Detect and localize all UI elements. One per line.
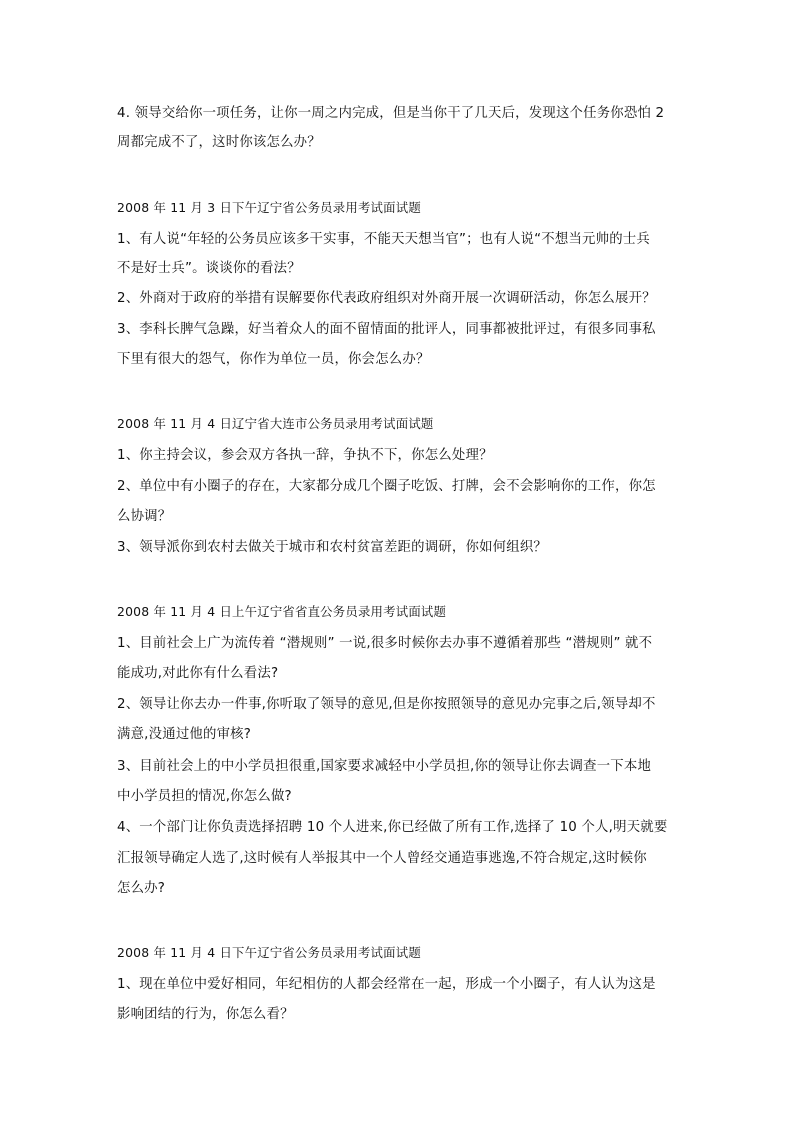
question-line: 怎么办? (117, 881, 166, 896)
question-line: 不是好士兵”。谈谈你的看法？ (117, 261, 301, 276)
question-line: 么协调？ (117, 509, 172, 524)
section-heading: 2008 年 11 月 4 日下午辽宁省公务员录用考试面试题 (117, 945, 421, 960)
section-heading: 2008 年 11 月 4 日上午辽宁省省直公务员录用考试面试题 (117, 604, 447, 619)
question-line: 下里有很大的怨气，你作为单位一员，你会怎么办？ (117, 352, 430, 367)
question-line: 影响团结的行为，你怎么看？ (117, 1007, 294, 1022)
question-line: 1、有人说“年轻的公务员应该多干实事，不能天天想当官”；也有人说“不想当元帅的士兵 (117, 232, 650, 247)
question-line: 3、李科长脾气急躁，好当着众人的面不留情面的批评人，同事都被批评过，有很多同事私 (117, 322, 656, 337)
question-line: 1、现在单位中爱好相同，年纪相仿的人都会经常在一起，形成一个小圈子，有人认为这是 (117, 977, 656, 992)
question-line: 1、你主持会议，参会双方各执一辞，争执不下，你怎么处理？ (117, 448, 493, 463)
question-line: 2、外商对于政府的举措有误解要你代表政府组织对外商开展一次调研活动，你怎么展开？ (117, 291, 656, 306)
question-line: 中小学员担的情况,你怎么做? (117, 789, 292, 804)
question-line: 汇报领导确定人选了,这时候有人举报其中一个人曾经交通造事逃逸,不符合规定,这时候你 (117, 851, 647, 866)
question-line: 3、目前社会上的中小学员担很重,国家要求减轻中小学员担,你的领导让你去调查一下本地 (117, 759, 652, 774)
question-line: 满意,没通过他的审核? (117, 727, 252, 742)
question-line: 周都完成不了，这时你该怎么办？ (117, 135, 321, 150)
question-line: 2、单位中有小圈子的存在，大家都分成几个圈子吃饭、打牌，会不会影响你的工作，你怎 (117, 479, 656, 494)
question-line: 2、领导让你去办一件事,你听取了领导的意见,但是你按照领导的意见办完事之后,领导却不 (117, 697, 656, 712)
question-line: 1、目前社会上广为流传着 “潜规则” 一说,很多时候你去办事不遵循着那些 “潜规则” 就不 (117, 636, 653, 651)
question-line: 3、领导派你到农村去做关于城市和农村贫富差距的调研，你如何组织？ (117, 540, 548, 555)
section-heading: 2008 年 11 月 3 日下午辽宁省公务员录用考试面试题 (117, 200, 421, 215)
section-heading: 2008 年 11 月 4 日辽宁省大连市公务员录用考试面试题 (117, 416, 434, 431)
question-line: 能成功,对此你有什么看法? (117, 666, 279, 681)
question-line: 4. 领导交给你一项任务，让你一周之内完成，但是当你干了几天后，发现这个任务你恐怕 2 (117, 106, 665, 121)
question-line: 4、一个部门让你负责选择招聘 10 个人进来,你已经做了所有工作,选择了 10 个人,明天就要 (117, 820, 668, 835)
